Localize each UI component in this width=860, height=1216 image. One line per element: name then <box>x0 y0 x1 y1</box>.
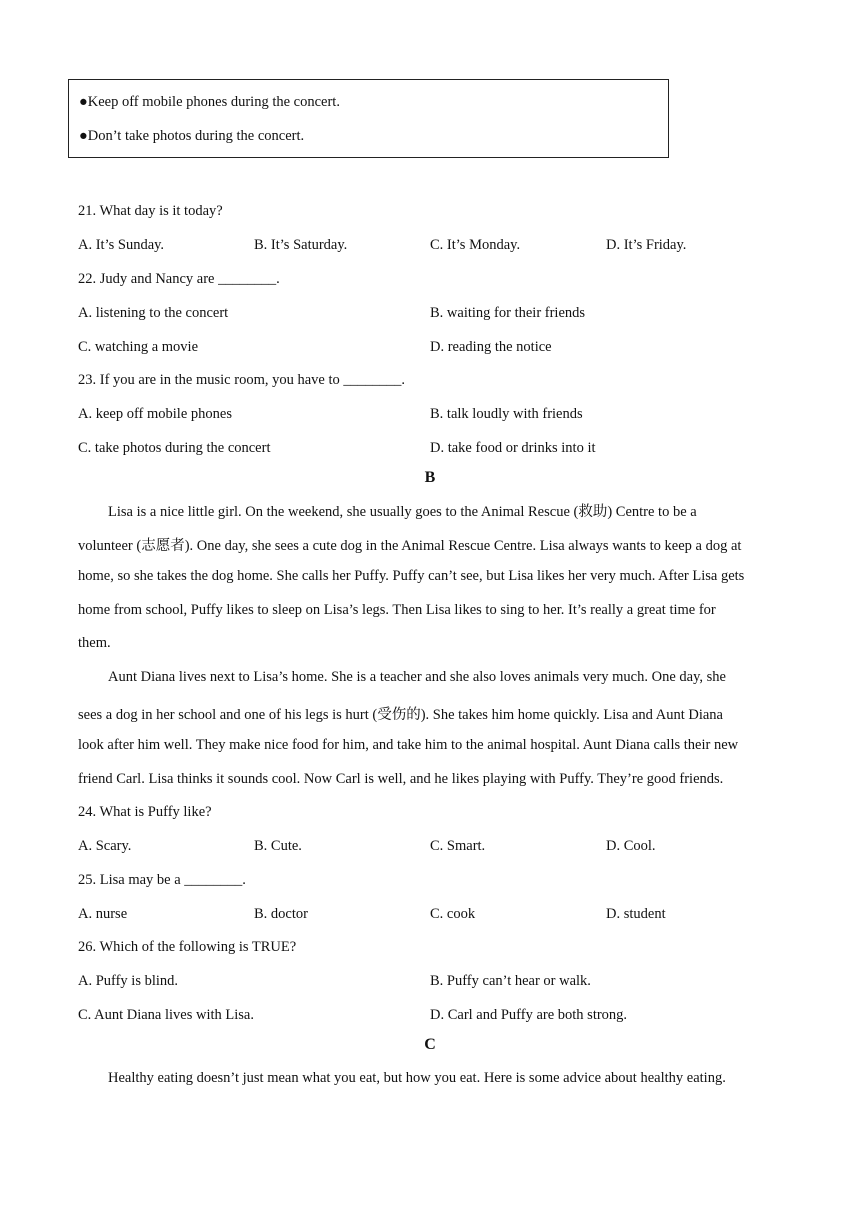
option-21-d: D. It’s Friday. <box>606 237 687 253</box>
option-23-c: C. take photos during the concert <box>78 440 271 456</box>
option-21-b: B. It’s Saturday. <box>254 237 348 253</box>
option-25-c: C. cook <box>430 906 476 922</box>
option-22-a: A. listening to the concert <box>78 305 229 321</box>
passage-line: home from school, Puffy likes to sleep on Lisa’s legs. Then Lisa likes to sing to her. It’s really a great time for <box>78 602 716 618</box>
question-stem-21: 21. What day is it today? <box>78 203 223 219</box>
option-24-a: A. Scary. <box>78 838 132 854</box>
passage-line: friend Carl. Lisa thinks it sounds cool. Now Carl is well, and he likes playing with Puffy. They’re good friends. <box>78 771 724 787</box>
option-26-a: A. Puffy is blind. <box>78 973 179 989</box>
question-stem-26: 26. Which of the following is TRUE? <box>78 939 297 955</box>
passage-line: Aunt Diana lives next to Lisa’s home. She is a teacher and she also loves animals very much. One day, she <box>108 669 726 685</box>
question-stem-22: 22. Judy and Nancy are ________. <box>78 271 280 287</box>
question-stem-23: 23. If you are in the music room, you have to ________. <box>78 372 405 388</box>
option-24-c: C. Smart. <box>430 838 486 854</box>
option-22-c: C. watching a movie <box>78 339 199 355</box>
option-22-d: D. reading the notice <box>430 339 552 355</box>
option-26-c: C. Aunt Diana lives with Lisa. <box>78 1007 254 1023</box>
section-heading-b: B <box>424 469 436 486</box>
option-24-d: D. Cool. <box>606 838 656 854</box>
section-heading-c: C <box>424 1036 436 1053</box>
option-23-a: A. keep off mobile phones <box>78 406 232 422</box>
notice-rule: ●Keep off mobile phones during the concert. <box>79 94 340 110</box>
passage-line: look after him well. They make nice food for him, and take him to the animal hospital. Aunt Diana calls their new <box>78 737 739 753</box>
option-25-a: A. nurse <box>78 906 128 922</box>
question-stem-24: 24. What is Puffy like? <box>78 804 212 820</box>
question-stem-25: 25. Lisa may be a ________. <box>78 872 246 888</box>
option-26-d: D. Carl and Puffy are both strong. <box>430 1007 628 1023</box>
option-25-b: B. doctor <box>254 906 308 922</box>
notice-rule: ●Don’t take photos during the concert. <box>79 128 305 144</box>
option-21-a: A. It’s Sunday. <box>78 237 165 253</box>
option-21-c: C. It’s Monday. <box>430 237 521 253</box>
option-26-b: B. Puffy can’t hear or walk. <box>430 973 591 989</box>
passage-line: sees a dog in her school and one of his legs is hurt (受伤的). She takes him home quickly. Lisa and Aunt Diana <box>78 707 723 723</box>
passage-line: Lisa is a nice little girl. On the weekend, she usually goes to the Animal Rescue (救助) Centre to be a <box>108 504 697 520</box>
option-22-b: B. waiting for their friends <box>430 305 586 321</box>
option-23-d: D. take food or drinks into it <box>430 440 596 456</box>
passage-line: them. <box>78 635 111 651</box>
option-24-b: B. Cute. <box>254 838 302 854</box>
notice-box <box>68 79 669 158</box>
option-25-d: D. student <box>606 906 666 922</box>
option-23-b: B. talk loudly with friends <box>430 406 583 422</box>
passage-line: home, so she takes the dog home. She calls her Puffy. Puffy can’t see, but Lisa likes her very much. After Lisa gets <box>78 568 745 584</box>
passage-line: volunteer (志愿者). One day, she sees a cute dog in the Animal Rescue Centre. Lisa always wants to keep a dog at <box>78 538 742 554</box>
passage-line: Healthy eating doesn’t just mean what you eat, but how you eat. Here is some advice about healthy eating. <box>108 1070 726 1086</box>
